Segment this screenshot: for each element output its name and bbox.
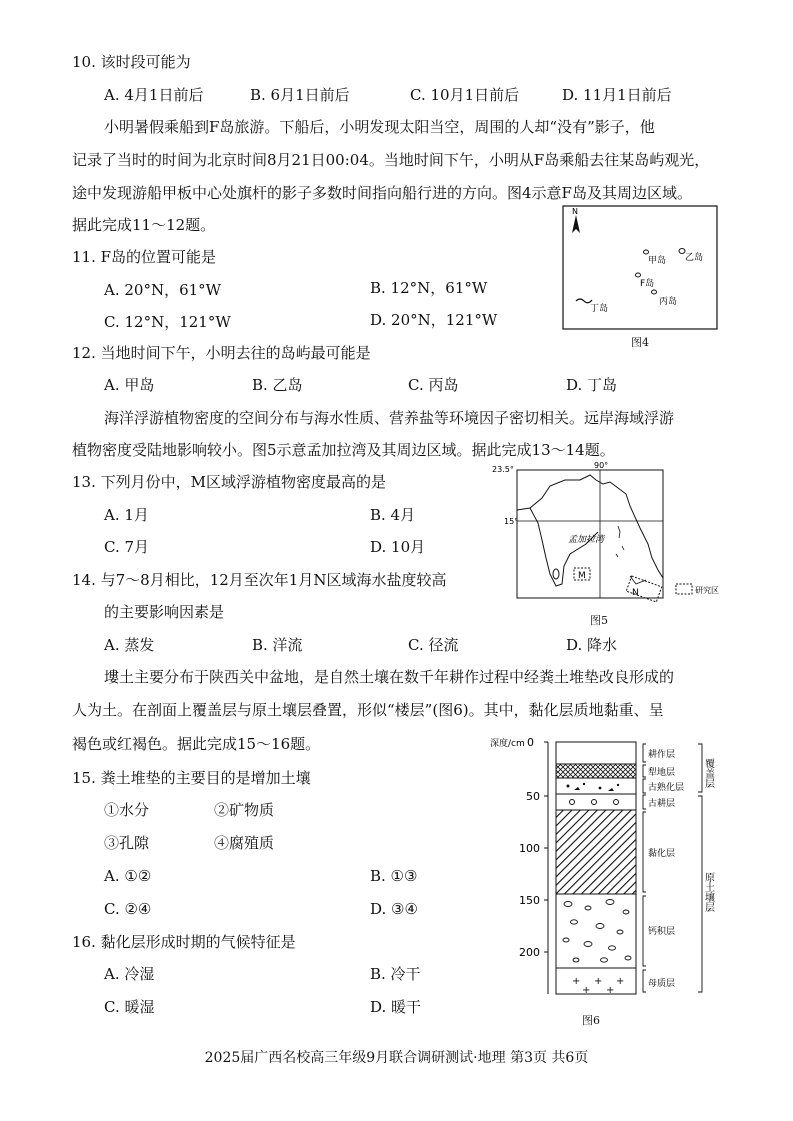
passage3-line: 人为土。在剖面上覆盖层与原土壤层叠置，形似“楼层”(图6)。其中，黏化层质地黏重、呈 [72,701,664,719]
group-cover-label: 覆盖层 [702,758,714,788]
fig6-depth-label: 深度/cm [490,739,525,749]
q15-option-a: A. ①② [104,867,152,885]
svg-text:+: + [594,976,603,987]
passage1-line: 小明暑假乘船到F岛旅游。下船后，小明发现太阳当空，周围的人却“没有”影子，他 [104,118,655,136]
q11-option-c: C. 12°N，121°W [104,313,231,331]
figure-6-caption: 图6 [582,1014,600,1027]
q14-option-b: B. 洋流 [252,636,303,654]
q11-stem: 11. F岛的位置可能是 [72,248,217,266]
q15-item-1: ①水分 [104,801,150,819]
depth-tick: 0 [527,736,534,749]
q15-stem: 15. 粪土堆垫的主要目的是增加土壤 [72,769,311,787]
q11-option-a: A. 20°N，61°W [104,281,222,299]
q13-option-a: A. 1月 [104,506,149,524]
q14-stem: 14. 与7～8月相比，12月至次年1月N区域海水盐度较高 [72,571,447,589]
q10-option-d: D. 11月1日前后 [562,86,672,104]
q12-option-d: D. 丁岛 [566,376,618,394]
island-ding-label: 丁岛 [590,304,609,314]
fig6-ticks [544,742,548,952]
fig5-lat-15-label: 15° [504,517,519,526]
page-footer: 2025届广西名校高三年级9月联合调研测试·地理 第3页 共6页 [204,1050,589,1066]
layer-label: 黏化层 [648,849,676,859]
layer-label: 耕作层 [648,750,676,760]
q10-stem: 10. 该时段可能为 [72,53,191,71]
q10-option-a: A. 4月1日前后 [104,86,204,104]
island-f-label: F岛 [640,279,655,289]
q11-option-b: B. 12°N，61°W [370,279,488,297]
depth-tick: 150 [519,894,540,907]
figure-4-caption: 图4 [631,336,649,349]
island-yi-label: 乙岛 [685,253,704,263]
region-m-label: M [578,571,586,581]
island-bing-label: 丙岛 [659,297,678,307]
q13-stem: 13. 下列月份中，M区域浮游植物密度最高的是 [72,473,386,491]
passage2-line: 海洋浮游植物密度的空间分布与海水性质、营养盐等环境因子密切相关。远岸海域浮游 [104,409,675,427]
layer-tillage [556,742,636,764]
layer-label: 犁地层 [648,768,676,778]
figure-5-caption: 图5 [590,614,608,627]
bay-of-bengal-label: 孟加拉湾 [568,535,605,545]
q16-stem: 16. 黏化层形成时期的气候特征是 [72,933,296,951]
layer-label: 古耕层 [648,799,676,809]
q12-option-c: C. 丙岛 [408,376,459,394]
q12-stem: 12. 当地时间下午，小明去往的岛屿最可能是 [72,344,371,362]
q10-option-c: C. 10月1日前后 [410,86,520,104]
layer-clay [556,810,636,894]
q16-option-c: C. 暖湿 [104,998,155,1016]
q14-option-c: C. 径流 [408,636,459,654]
layer-label: 钙积层 [648,927,676,937]
depth-tick: 200 [519,946,540,959]
passage3-line: 褐色或红褐色。据此完成15～16题。 [72,735,321,753]
passage1-line: 记录了当时的时间为北京时间8月21日00:04。当地时间下午，小明从F岛乘船去往某岛屿观光， [72,151,710,169]
layer-calcic [556,894,636,968]
figure-5-map [490,458,730,608]
q16-option-d: D. 暖干 [370,998,422,1016]
q13-option-b: B. 4月 [370,506,416,524]
figure-4-map [562,205,718,330]
figure-6-soil-profile [488,732,728,1007]
q12-option-b: B. 乙岛 [252,376,303,394]
q15-option-d: D. ③④ [370,900,418,918]
q15-item-2: ②矿物质 [214,801,275,819]
svg-text:+: + [616,976,625,987]
island-jia-label: 甲岛 [648,256,667,266]
q14-option-d: D. 降水 [566,636,618,654]
q14-stem-cont: 的主要影响因素是 [104,603,225,621]
q16-option-a: A. 冷湿 [104,965,155,983]
svg-text:+: + [572,976,581,987]
layer-label: 母质层 [648,979,676,989]
q11-option-d: D. 20°N，121°W [370,311,498,329]
passage3-line: 塿土主要分布于陕西关中盆地，是自然土壤在数千年耕作过程中经粪土堆垫改良形成的 [104,668,675,686]
layer-plow [556,764,636,778]
q10-option-b: B. 6月1日前后 [250,86,350,104]
fig5-lat-23-label: 23.5° [492,465,514,474]
passage1-line: 据此完成11～12题。 [72,216,216,234]
depth-tick: 50 [526,790,540,803]
q15-item-4: ④腐殖质 [214,834,275,852]
q15-item-3: ③孔隙 [104,834,150,852]
q13-option-d: D. 10月 [370,538,426,556]
q14-option-a: A. 蒸发 [104,636,155,654]
q15-option-b: B. ①③ [370,867,418,885]
legend-study-area-label: 研究区 [695,586,719,595]
svg-text:+: + [582,985,591,996]
group-original-label: 原土壤层 [702,872,714,912]
q15-option-c: C. ②④ [104,900,152,918]
svg-text:+: + [606,985,615,996]
q13-option-c: C. 7月 [104,538,150,556]
fig5-lon-90-label: 90° [594,461,609,470]
passage1-line: 途中发现游船甲板中心处旗杆的影子多数时间指向船行进的方向。图4示意F岛及其周边区域。 [72,184,692,202]
q12-option-a: A. 甲岛 [104,376,155,394]
layer-label: 古熟化层 [648,783,685,793]
north-label: N [572,207,578,216]
q16-option-b: B. 冷干 [370,965,421,983]
legend-study-area-symbol [676,584,692,594]
depth-tick: 100 [519,842,540,855]
passage2-line: 植物密度受陆地影响较小。图5示意孟加拉湾及其周边区域。据此完成13～14题。 [72,441,615,459]
region-n-label: N [632,588,639,598]
